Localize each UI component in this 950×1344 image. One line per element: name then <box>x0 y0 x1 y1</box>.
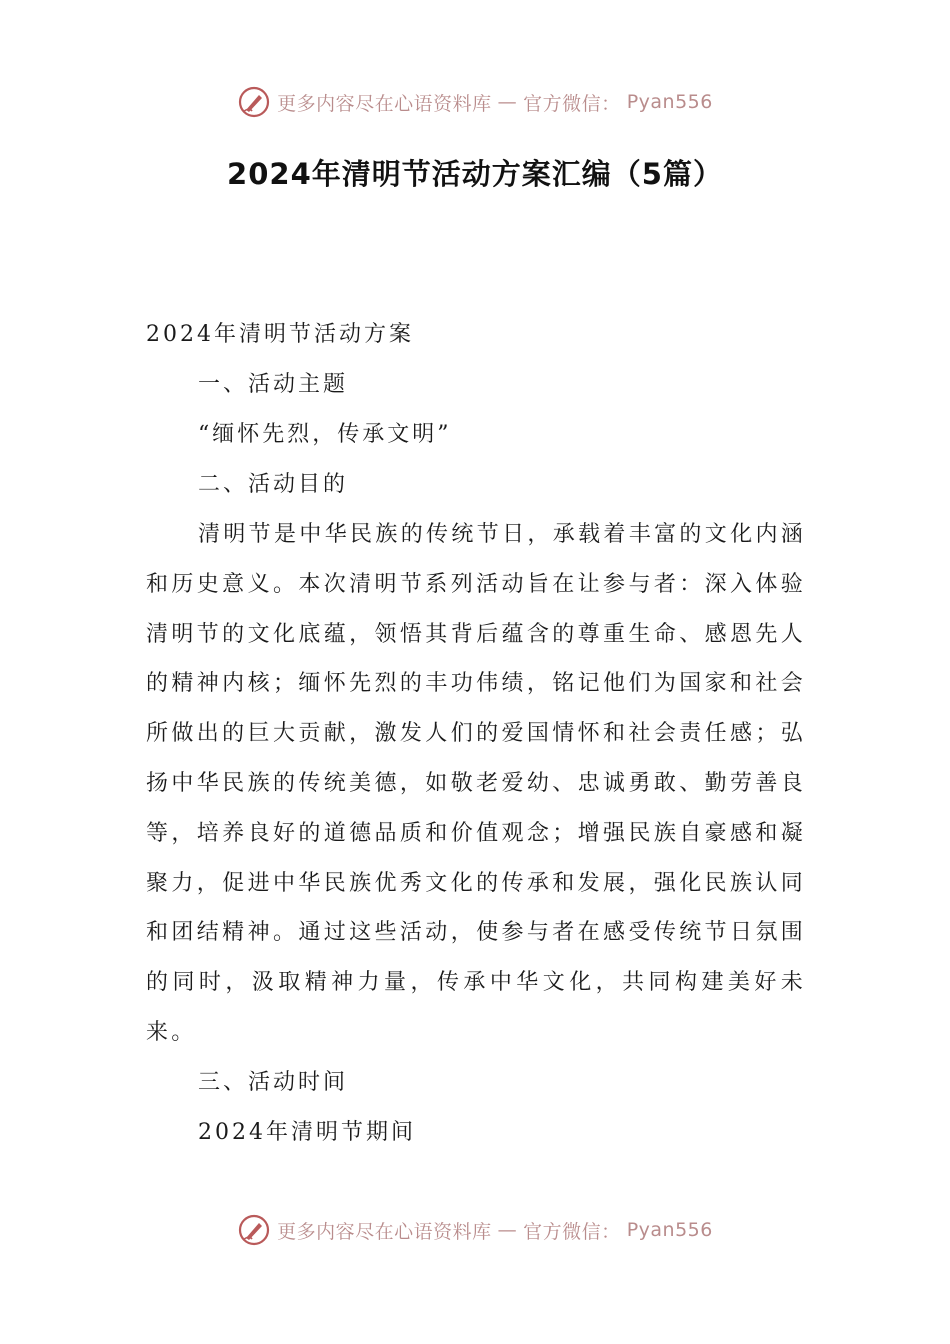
purpose-paragraph: 清明节是中华民族的传统节日，承载着丰富的文化内涵和历史意义。本次清明节系列活动旨在让参与者：深入体验清明节的文化底蕴，领悟其背后蕴含的尊重生命、感恩先人的精神内核；缅怀先烈的丰功伟绩，铭记他们为国家和社会所做出的巨大贡献，激发人们的爱国情怀和社会责任感；弘扬中华民族的传统美德，如敬老爱幼、忠诚勇敢、勤劳善良等，培养良好的道德品质和价值观念；增强民族自豪感和凝聚力，促进中华民族优秀文化的传承和发展，强化民族认同和团结精神。通过这些活动，使参与者在感受传统节日氛围的同时，汲取精神力量，传承中华文化，共同构建美好未来。 <box>146 522 806 1045</box>
pen-circle-icon <box>237 85 271 119</box>
watermark-label: 官方微信： <box>523 92 621 115</box>
footer-watermark <box>0 1210 950 1250</box>
watermark-wechat-id: Pyan556 <box>626 1219 713 1241</box>
theme-quote: “缅怀先烈，传承文明” <box>198 422 452 447</box>
pen-circle-icon <box>237 1213 271 1247</box>
time-text: 2024年清明节期间 <box>198 1119 416 1145</box>
section-heading-time: 三、活动时间 <box>198 1069 349 1095</box>
document-subtitle: 2024年清明节活动方案 <box>146 322 414 347</box>
watermark-separator: — <box>497 1219 518 1241</box>
section-heading-purpose: 二、活动目的 <box>198 472 349 497</box>
document-title: 2024年清明节活动方案汇编（5篇） <box>227 157 723 191</box>
header-watermark <box>0 82 950 122</box>
watermark-separator: — <box>497 91 518 113</box>
watermark-label: 官方微信： <box>523 1220 621 1243</box>
document-body <box>146 310 806 1158</box>
section-heading-theme: 一、活动主题 <box>198 372 349 397</box>
watermark-wechat-id: Pyan556 <box>626 91 713 113</box>
watermark-brand: 更多内容尽在心语资料库 <box>277 92 492 115</box>
watermark-brand: 更多内容尽在心语资料库 <box>277 1220 492 1243</box>
